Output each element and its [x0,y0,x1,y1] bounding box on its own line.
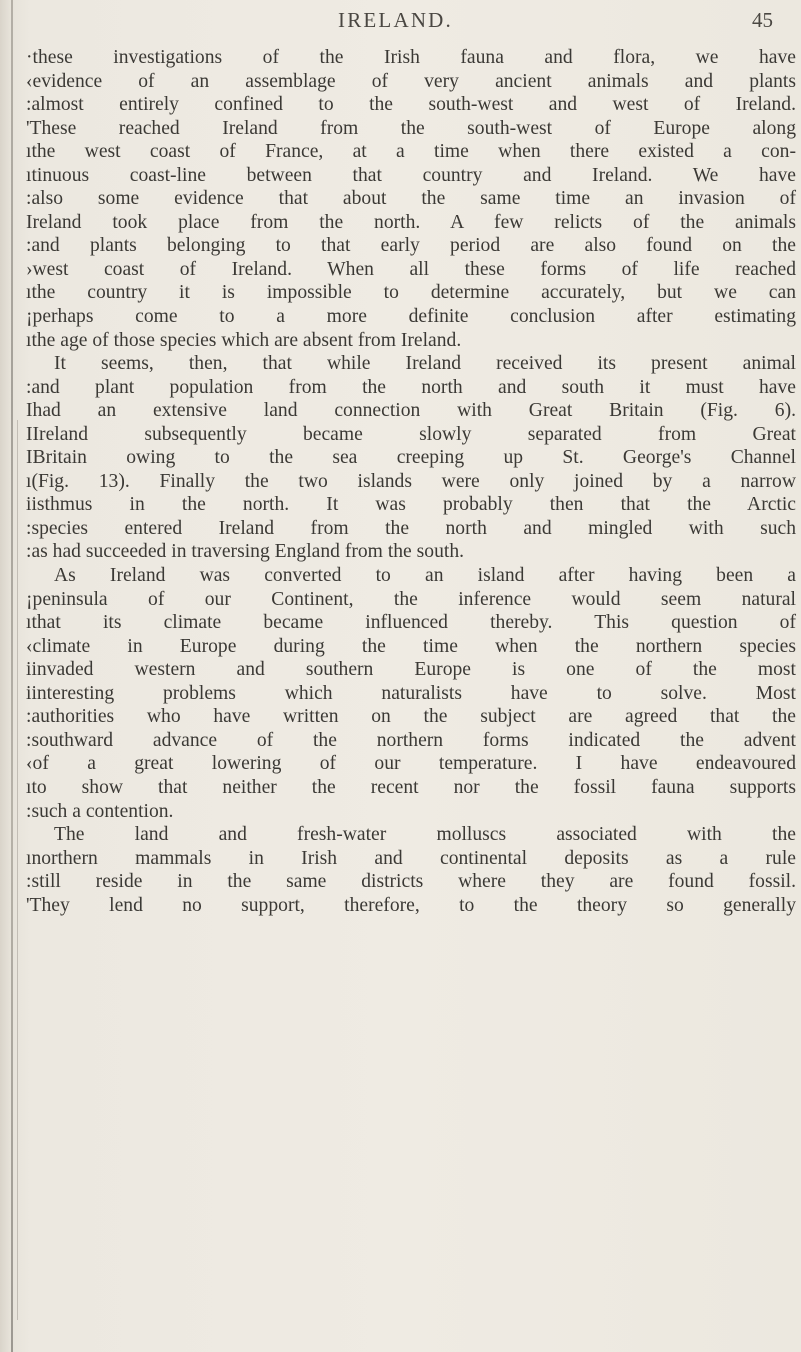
text-line: :species entered Ireland from the north and mingled with such [26,517,796,539]
text-line: :southward advance of the northern forms indicated the advent [26,729,796,751]
text-line: The land and fresh-water molluscs associated with the [54,824,796,846]
text-line: ‹evidence of an assemblage of very ancient animals and plants [26,70,796,92]
text-line: iinteresting problems which naturalists have to solve. Most [26,682,796,704]
body-text [26,46,796,917]
text-line: ›west coast of Ireland. When all these forms of life reached [26,258,796,280]
text-line: ¡perhaps come to a more definite conclusion after estimating [26,306,796,328]
text-line: :almost entirely confined to the south-west and west of Ireland. [26,94,796,116]
text-line: :authorities who have written on the subject are agreed that the [26,706,796,728]
text-line: ıthat its climate became influenced thereby. This question of [26,612,796,634]
text-line: ıthe country it is impossible to determine accurately, but we can [26,282,796,304]
text-line: 'These reached Ireland from the south-west of Europe along [26,117,796,139]
binding-gutter-edge [17,420,18,1320]
text-line: ıthe west coast of France, at a time when there existed a con- [26,141,796,163]
text-line: ¡peninsula of our Continent, the inference would seem natural [26,588,796,610]
text-line: :such a contention. [26,800,174,822]
text-line: ‹climate in Europe during the time when the northern species [26,635,796,657]
text-line: ‹of a great lowering of our temperature. I have endeavoured [26,753,796,775]
text-line: iinvaded western and southern Europe is one of the most [26,659,796,681]
text-line: IIreland subsequently became slowly separated from Great [26,423,796,445]
text-line: :and plants belonging to that early period are also found on the [26,235,796,257]
binding-gutter-shadow [11,0,13,1352]
text-line: ıtinuous coast-line between that country and Ireland. We have [26,164,796,186]
text-line: ınorthern mammals in Irish and continental deposits as a rule [26,847,796,869]
text-line: ·these investigations of the Irish fauna and flora, we have [26,47,796,68]
text-line: iisthmus in the north. It was probably then that the Arctic [26,494,796,516]
text-line: 'They lend no support, therefore, to the theory so generally [26,894,796,916]
text-line: :as had succeeded in traversing England from the south. [26,541,465,563]
text-line: ı(Fig. 13). Finally the two islands were only joined by a narrow [26,470,796,492]
text-line: :still reside in the same districts where they are found fossil. [26,871,796,893]
page-number: 45 [752,8,773,32]
text-line: :and plant population from the north and south it must have [26,376,796,398]
text-line: Ireland took place from the north. A few relicts of the animals [26,211,796,233]
running-head-title: IRELAND. [338,8,454,32]
text-line: IBritain owing to the sea creeping up St. George's Channel [26,447,796,469]
text-line: As Ireland was converted to an island after having been a [54,565,796,587]
text-line: ıto show that neither the recent nor the fossil fauna supports [26,776,796,798]
text-line: :also some evidence that about the same time an invasion of [26,188,796,210]
text-line: ıthe age of those species which are absent from Ireland. [26,329,462,351]
text-line: It seems, then, that while Ireland received its present animal [54,353,796,375]
running-head [0,0,801,40]
text-line: Ihad an extensive land connection with Great Britain (Fig. 6). [26,400,796,422]
